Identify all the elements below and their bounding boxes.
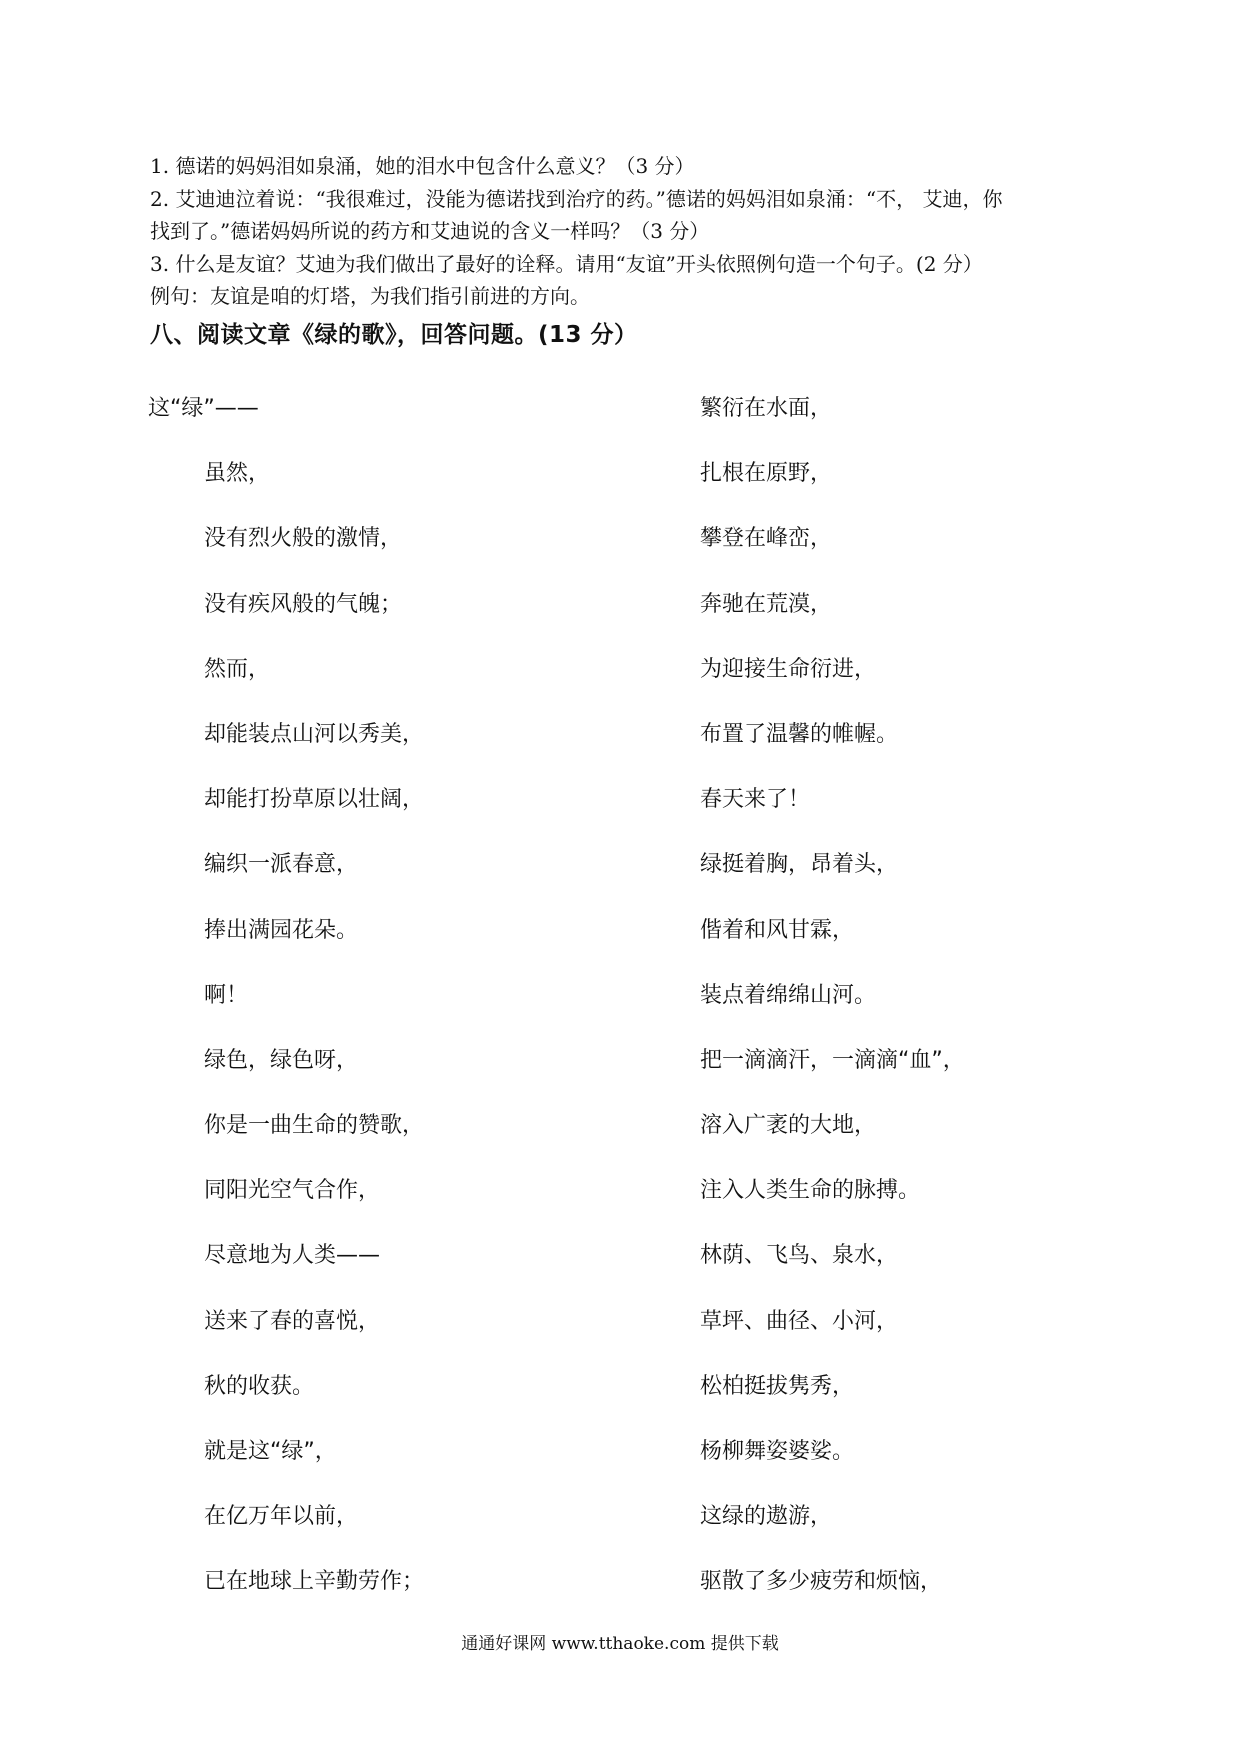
poem-line: 这绿的遨游， (700, 1504, 833, 1530)
poem-line: 就是这“绿”， (204, 1439, 337, 1464)
poem-line: 尽意地为人类—— (204, 1243, 381, 1269)
question-3: 3. 什么是友谊？艾迪为我们做出了最好的诠释。请用“友谊”开头依照例句造一个句子。(2 分） (150, 251, 983, 276)
poem-right-column (700, 395, 965, 1634)
poem-line: 编织一派春意， (204, 852, 359, 878)
poem-line: 注入人类生命的脉搏。 (700, 1178, 921, 1204)
poem-line: 松柏挺拔隽秀， (700, 1373, 855, 1399)
poem-line: 捧出满园花朵。 (204, 917, 359, 943)
poem-line: 草坪、曲径、小河， (700, 1308, 899, 1334)
poem-line: 这“绿”—— (148, 396, 259, 421)
poem-line: 在亿万年以前， (204, 1504, 359, 1530)
question-1: 1. 德诺的妈妈泪如泉涌，她的泪水中包含什么意义？（3 分） (150, 154, 695, 178)
poem-line: 扎根在原野， (700, 461, 833, 487)
section-heading: 八、阅读文章《绿的歌》，回答问题。(13 分） (150, 322, 638, 348)
poem-line: 送来了春的喜悦， (204, 1308, 381, 1334)
poem-left-column (148, 395, 424, 1634)
poem-line: 没有烈火般的激情， (204, 526, 403, 552)
poem-line: 绿色，绿色呀， (204, 1047, 359, 1073)
poem-line: 却能打扮草原以壮阔， (204, 787, 425, 813)
poem-line: 已在地球上辛勤劳作； (204, 1569, 425, 1595)
poem-line: 奔驰在荒漠， (700, 591, 833, 617)
poem-line: 绿挺着胸，昂着头， (700, 852, 899, 878)
poem-line: 驱散了多少疲劳和烦恼， (700, 1569, 943, 1595)
poem-line: 装点着绵绵山河。 (700, 982, 877, 1008)
poem-line: 然而， (204, 656, 271, 682)
example-sentence: 例句：友谊是咱的灯塔，为我们指引前进的方向。 (150, 284, 590, 308)
page-footer: 通通好课网 www.tthaoke.com 提供下载 (461, 1634, 779, 1654)
poem-line: 你是一曲生命的赞歌， (204, 1113, 425, 1139)
poem-line: 虽然， (204, 461, 271, 487)
poem-line: 林荫、飞鸟、泉水， (700, 1243, 899, 1269)
question-2: 2. 艾迪迪泣着说：“我很难过，没能为德诺找到治疗的药。”德诺的妈妈泪如泉涌：“不， 艾迪，你 (150, 186, 1003, 211)
poem-line: 布置了温馨的帷幄。 (700, 721, 899, 747)
poem-line: 啊！ (204, 982, 249, 1008)
poem-line: 把一滴滴汗，一滴滴“血”， (700, 1047, 965, 1073)
question-list (150, 150, 1110, 313)
poem-line: 繁衍在水面， (700, 396, 833, 421)
poem-line: 溶入广袤的大地， (700, 1113, 877, 1139)
poem-line: 春天来了！ (700, 787, 811, 813)
poem-line: 攀登在峰峦， (700, 526, 833, 552)
question-2-continued: 找到了。”德诺妈妈所说的药方和艾迪说的含义一样吗？（3 分） (150, 219, 710, 243)
poem-line: 同阳光空气合作， (204, 1178, 381, 1204)
poem-line: 秋的收获。 (204, 1373, 315, 1399)
poem-line: 为迎接生命衍进， (700, 656, 877, 682)
poem-line: 没有疾风般的气魄； (204, 591, 403, 617)
poem-line: 偕着和风甘霖， (700, 917, 855, 943)
poem-line: 杨柳舞姿婆娑。 (700, 1439, 855, 1464)
poem-line: 却能装点山河以秀美， (204, 721, 425, 747)
